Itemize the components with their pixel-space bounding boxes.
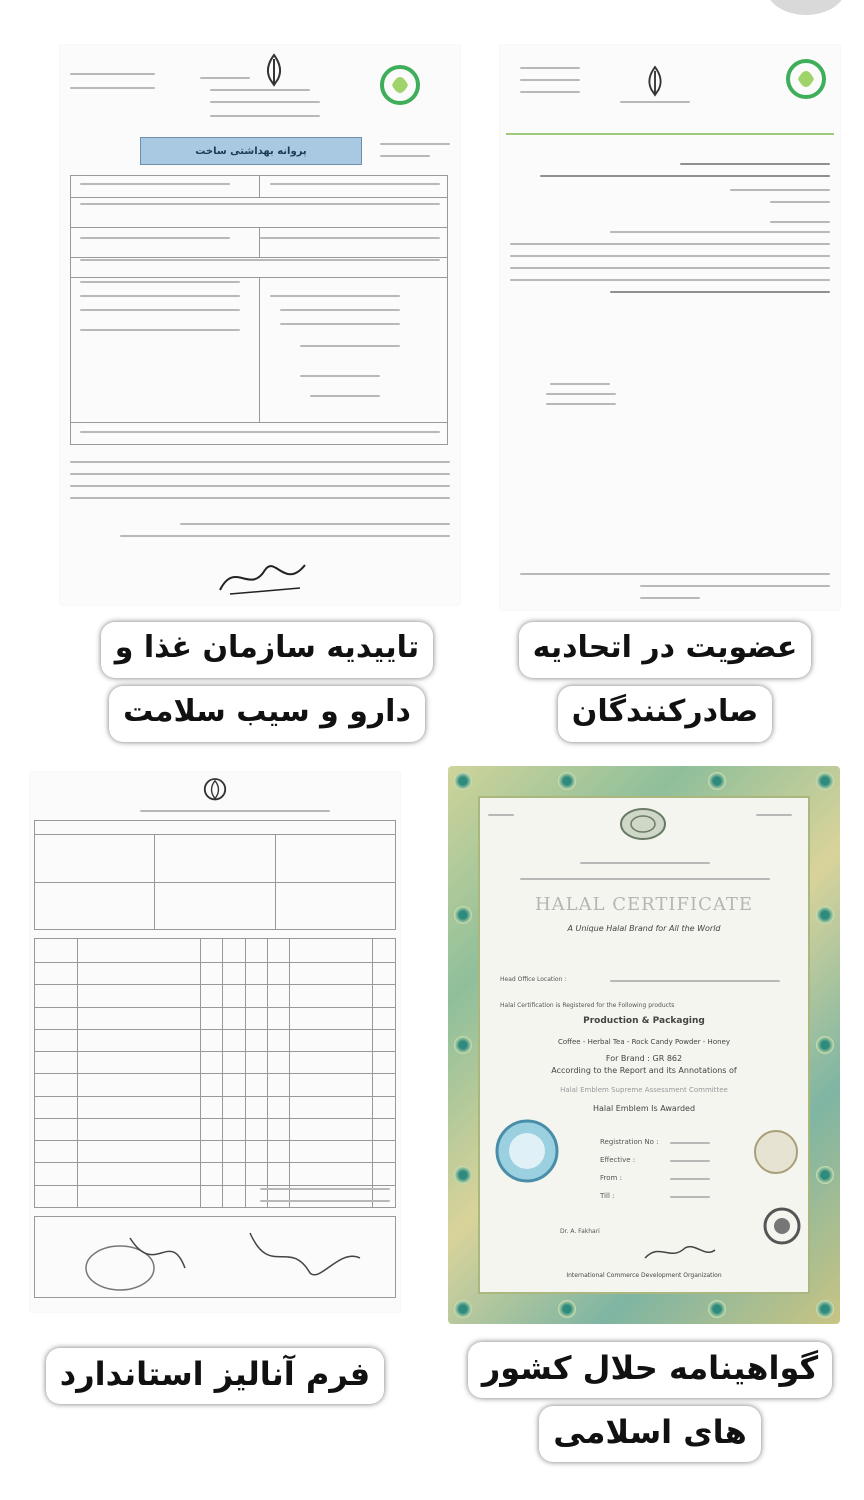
footer-address-line	[520, 573, 830, 575]
table-text-line	[80, 183, 230, 185]
halal-badge-icon	[494, 1118, 560, 1184]
cert-subheader-line	[520, 878, 770, 880]
note-text-line	[260, 1188, 390, 1190]
note-text-line	[260, 1200, 390, 1202]
header-date-line	[520, 79, 580, 81]
caption-line: گواهینامه حلال کشور	[468, 1342, 832, 1398]
header-text-line	[210, 101, 320, 103]
header-text-line	[200, 77, 250, 79]
body-text-line	[540, 175, 830, 177]
cert-code-line	[488, 814, 514, 816]
body-text-line	[120, 535, 450, 537]
header-number-line	[70, 73, 155, 75]
body-text-line	[510, 255, 830, 257]
footer-website-line	[640, 597, 700, 599]
frame-ornament	[816, 1166, 834, 1184]
caption-line: عضویت در اتحادیه	[519, 622, 812, 678]
license-number-line	[380, 155, 430, 157]
analysis-header-table	[34, 820, 396, 930]
table-text-line	[280, 323, 400, 325]
table-text-line	[280, 309, 400, 311]
cert-till: Till :	[600, 1192, 615, 1200]
cert-number-line	[756, 814, 792, 816]
table-text-line	[80, 203, 440, 205]
caption-health-approval	[112, 622, 422, 750]
license-title: پروانه بهداشتی ساخت	[195, 145, 307, 157]
halal-certificate-frame	[448, 766, 840, 1324]
caption-line: های اسلامی	[539, 1406, 761, 1462]
body-text-line	[70, 473, 450, 475]
cert-registration: Registration No :	[600, 1138, 659, 1146]
frame-ornament	[558, 1300, 576, 1318]
cert-registration-value-line	[670, 1142, 710, 1144]
body-text-line	[70, 497, 450, 499]
cert-signature	[640, 1240, 720, 1264]
frame-ornament	[558, 772, 576, 790]
cert-section-title: Production & Packaging	[583, 1016, 705, 1026]
table-text-line	[300, 345, 400, 347]
frame-ornament	[816, 1036, 834, 1054]
table-text-line	[80, 281, 240, 283]
header-divider	[506, 133, 834, 135]
cert-subtitle: A Unique Halal Brand for All the World	[567, 924, 721, 933]
body-text-line	[510, 279, 830, 281]
header-text-line	[140, 810, 330, 812]
cert-signer: Dr. A. Fakhari	[560, 1228, 600, 1235]
frame-ornament	[816, 1300, 834, 1318]
corner-decoration	[766, 0, 846, 15]
body-text-line	[510, 267, 830, 269]
header-text-line	[620, 101, 690, 103]
membership-letter-document	[500, 45, 840, 610]
signer-line	[546, 393, 616, 395]
table-text-line	[80, 329, 240, 331]
body-text-line	[70, 461, 450, 463]
cert-office-line	[610, 980, 780, 982]
body-text-line	[180, 523, 450, 525]
caption-line: فرم آنالیز استاندارد	[46, 1348, 384, 1404]
body-text-line	[770, 221, 830, 223]
cert-emblem-awarded: Halal Emblem Is Awarded	[592, 1104, 696, 1113]
cert-effective: Effective :	[600, 1156, 636, 1164]
table-text-line	[270, 295, 400, 297]
caption-halal-certificate	[470, 1342, 830, 1470]
license-title-banner	[140, 137, 362, 165]
analysis-form-document	[30, 772, 400, 1312]
health-ministry-logo-icon	[784, 57, 828, 107]
cert-effective-value-line	[670, 1160, 710, 1162]
body-text-line	[510, 243, 830, 245]
body-text-line	[610, 231, 830, 233]
cert-arabic-line	[580, 862, 710, 864]
table-text-line	[80, 309, 240, 311]
header-attach-line	[520, 91, 580, 93]
frame-ornament	[454, 906, 472, 924]
body-text-line	[70, 485, 450, 487]
frame-ornament	[708, 1300, 726, 1318]
frame-ornament	[816, 772, 834, 790]
frame-ornament	[454, 772, 472, 790]
cert-brand: For Brand : GR 862	[605, 1054, 683, 1063]
frame-ornament	[454, 1036, 472, 1054]
cert-from: From :	[600, 1174, 622, 1182]
table-text-line	[310, 395, 380, 397]
cert-according: According to the Report and its Annotations of	[551, 1066, 737, 1075]
caption-union-membership	[510, 622, 820, 750]
header-text-line	[210, 89, 310, 91]
halal-seal-icon	[618, 806, 668, 842]
cert-till-value-line	[670, 1196, 710, 1198]
header-date-line	[70, 87, 155, 89]
halal-certificate	[478, 796, 810, 1294]
signer-line	[550, 383, 610, 385]
analysis-results-table	[34, 938, 396, 1208]
table-text-line	[300, 375, 380, 377]
header-number-line	[520, 67, 580, 69]
caption-line: دارو و سیب سلامت	[109, 686, 425, 742]
license-number-line	[380, 143, 450, 145]
signer-line	[546, 403, 616, 405]
cert-office-label: Head Office Location :	[500, 976, 567, 983]
footer-address-line	[640, 585, 830, 587]
frame-ornament	[816, 906, 834, 924]
cert-from-value-line	[670, 1178, 710, 1180]
stamp-icon	[762, 1206, 802, 1246]
table-text-line	[80, 295, 240, 297]
cert-certification-line: Halal Certification is Registered for the Following products	[500, 1002, 675, 1009]
cert-products: Coffee - Herbal Tea - Rock Candy Powder - Honey	[558, 1038, 730, 1046]
signatures	[60, 1218, 380, 1296]
frame-ornament	[454, 1300, 472, 1318]
caption-line: صادرکنندگان	[558, 686, 773, 742]
table-text-line	[80, 431, 440, 433]
caption-analysis-form	[30, 1348, 400, 1412]
frame-ornament	[708, 772, 726, 790]
iran-emblem-icon	[260, 53, 288, 87]
body-text-line	[730, 189, 830, 191]
cert-title: HALAL CERTIFICATE	[534, 894, 754, 915]
gold-seal-icon	[752, 1128, 800, 1176]
health-ministry-logo-icon	[378, 63, 422, 113]
header-text-line	[210, 115, 320, 117]
table-text-line	[80, 237, 230, 239]
health-license-document	[60, 45, 460, 605]
cert-organization: International Commerce Development Organization	[566, 1272, 722, 1279]
cert-assessment: Halal Emblem Supreme Assessment Committee	[560, 1086, 728, 1094]
iran-emblem-icon	[642, 65, 668, 97]
table-text-line	[270, 183, 440, 185]
caption-line: تاییدیه سازمان غذا و	[101, 622, 433, 678]
body-text-line	[680, 163, 830, 165]
frame-ornament	[454, 1166, 472, 1184]
iran-emblem-icon	[202, 776, 228, 808]
table-text-line	[80, 259, 440, 261]
table-text-line	[260, 237, 440, 239]
body-text-line	[610, 291, 830, 293]
signature	[210, 550, 320, 600]
body-text-line	[770, 201, 830, 203]
